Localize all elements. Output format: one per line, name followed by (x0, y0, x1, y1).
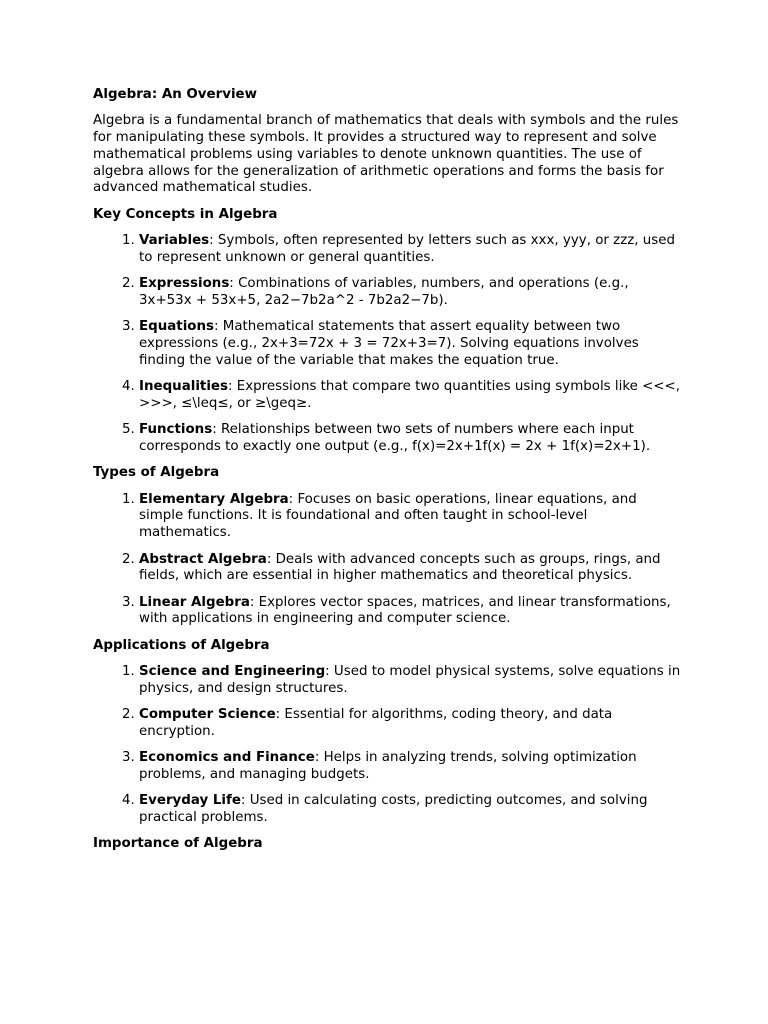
document-title: Algebra: An Overview (93, 87, 257, 102)
item-text: : Focuses on basic operations, linear equations, and simple functions. It is foundational and often taught in school-level mathematics. (139, 491, 637, 541)
item-text: : Deals with advanced concepts such as groups, rings, and fields, which are essential in higher mathematics and theoretical physics. (139, 551, 661, 584)
item-term: Expressions (139, 276, 230, 292)
list-item (139, 319, 683, 369)
list-item (139, 492, 683, 542)
applications-list (93, 664, 683, 827)
types-list (93, 492, 683, 629)
item-term: Abstract Algebra (139, 551, 267, 567)
item-text: : Expressions that compare two quantities using symbols like <<<, >>>, ≤\leq≤, or ≥\geq≥. (139, 379, 681, 411)
list-item (139, 552, 683, 586)
item-text: : Combinations of variables, numbers, and operations (e.g., 3x+53x + 53x+5, 2a2−7b2a^2 - 7b2a2−7b). (139, 276, 629, 308)
item-text: : Used to model physical systems, solve equations in physics, and design structures. (139, 664, 681, 696)
intro-paragraph: Algebra is a fundamental branch of mathematics that deals with symbols and the rules for manipulating these symbols. It provides a structured way to represent and solve mathematical problems using variables to denote unknown quantities. The use of algebra allows for the generalization of arithmetic operations and forms the basis for advanced mathematical studies. (93, 113, 679, 196)
list-item (139, 707, 683, 741)
item-text: : Used in calculating costs, predicting outcomes, and solving practical problems. (139, 793, 648, 826)
item-term: Economics and Finance (139, 750, 315, 766)
item-term: Elementary Algebra (139, 491, 289, 507)
item-text: : Symbols, often represented by letters such as xxx, yyy, or zzz, used to represent unknown or general quantities. (139, 233, 675, 265)
item-text: : Relationships between two sets of numbers where each input corresponds to exactly one output (e.g., f(x)=2x+1f(x) = 2x + 1f(x)=2x+1). (139, 422, 651, 455)
item-term: Science and Engineering (139, 664, 326, 680)
item-text: : Explores vector spaces, matrices, and linear transformations, with applications in engineering and computer science. (139, 594, 671, 627)
item-term: Computer Science (139, 707, 276, 723)
item-text: : Essential for algorithms, coding theory, and data encryption. (139, 707, 613, 739)
item-term: Linear Algebra (139, 594, 250, 610)
item-text: : Helps in analyzing trends, solving optimization problems, and managing budgets. (139, 750, 637, 782)
list-item (139, 233, 683, 267)
item-term: Variables (139, 233, 210, 249)
list-item (139, 750, 683, 784)
list-item (139, 422, 683, 456)
item-term: Functions (139, 422, 213, 438)
list-item (139, 664, 683, 698)
document-page (93, 87, 683, 863)
item-term: Everyday Life (139, 793, 241, 809)
list-item (139, 595, 683, 629)
item-term: Inequalities (139, 379, 228, 395)
section-heading-importance: Importance of Algebra (93, 836, 263, 852)
item-term: Equations (139, 319, 214, 335)
section-heading-applications: Applications of Algebra (93, 637, 270, 653)
list-item (139, 276, 683, 310)
key-concepts-list (93, 233, 683, 456)
section-heading-types: Types of Algebra (93, 465, 220, 481)
item-text: : Mathematical statements that assert equality between two expressions (e.g., 2x+3=72x + 3 = 72x+3=7). Solving equations involves finding the value of the variable that makes the equation true. (139, 319, 639, 368)
list-item (139, 379, 683, 413)
section-heading-key-concepts: Key Concepts in Algebra (93, 206, 278, 222)
list-item (139, 793, 683, 827)
